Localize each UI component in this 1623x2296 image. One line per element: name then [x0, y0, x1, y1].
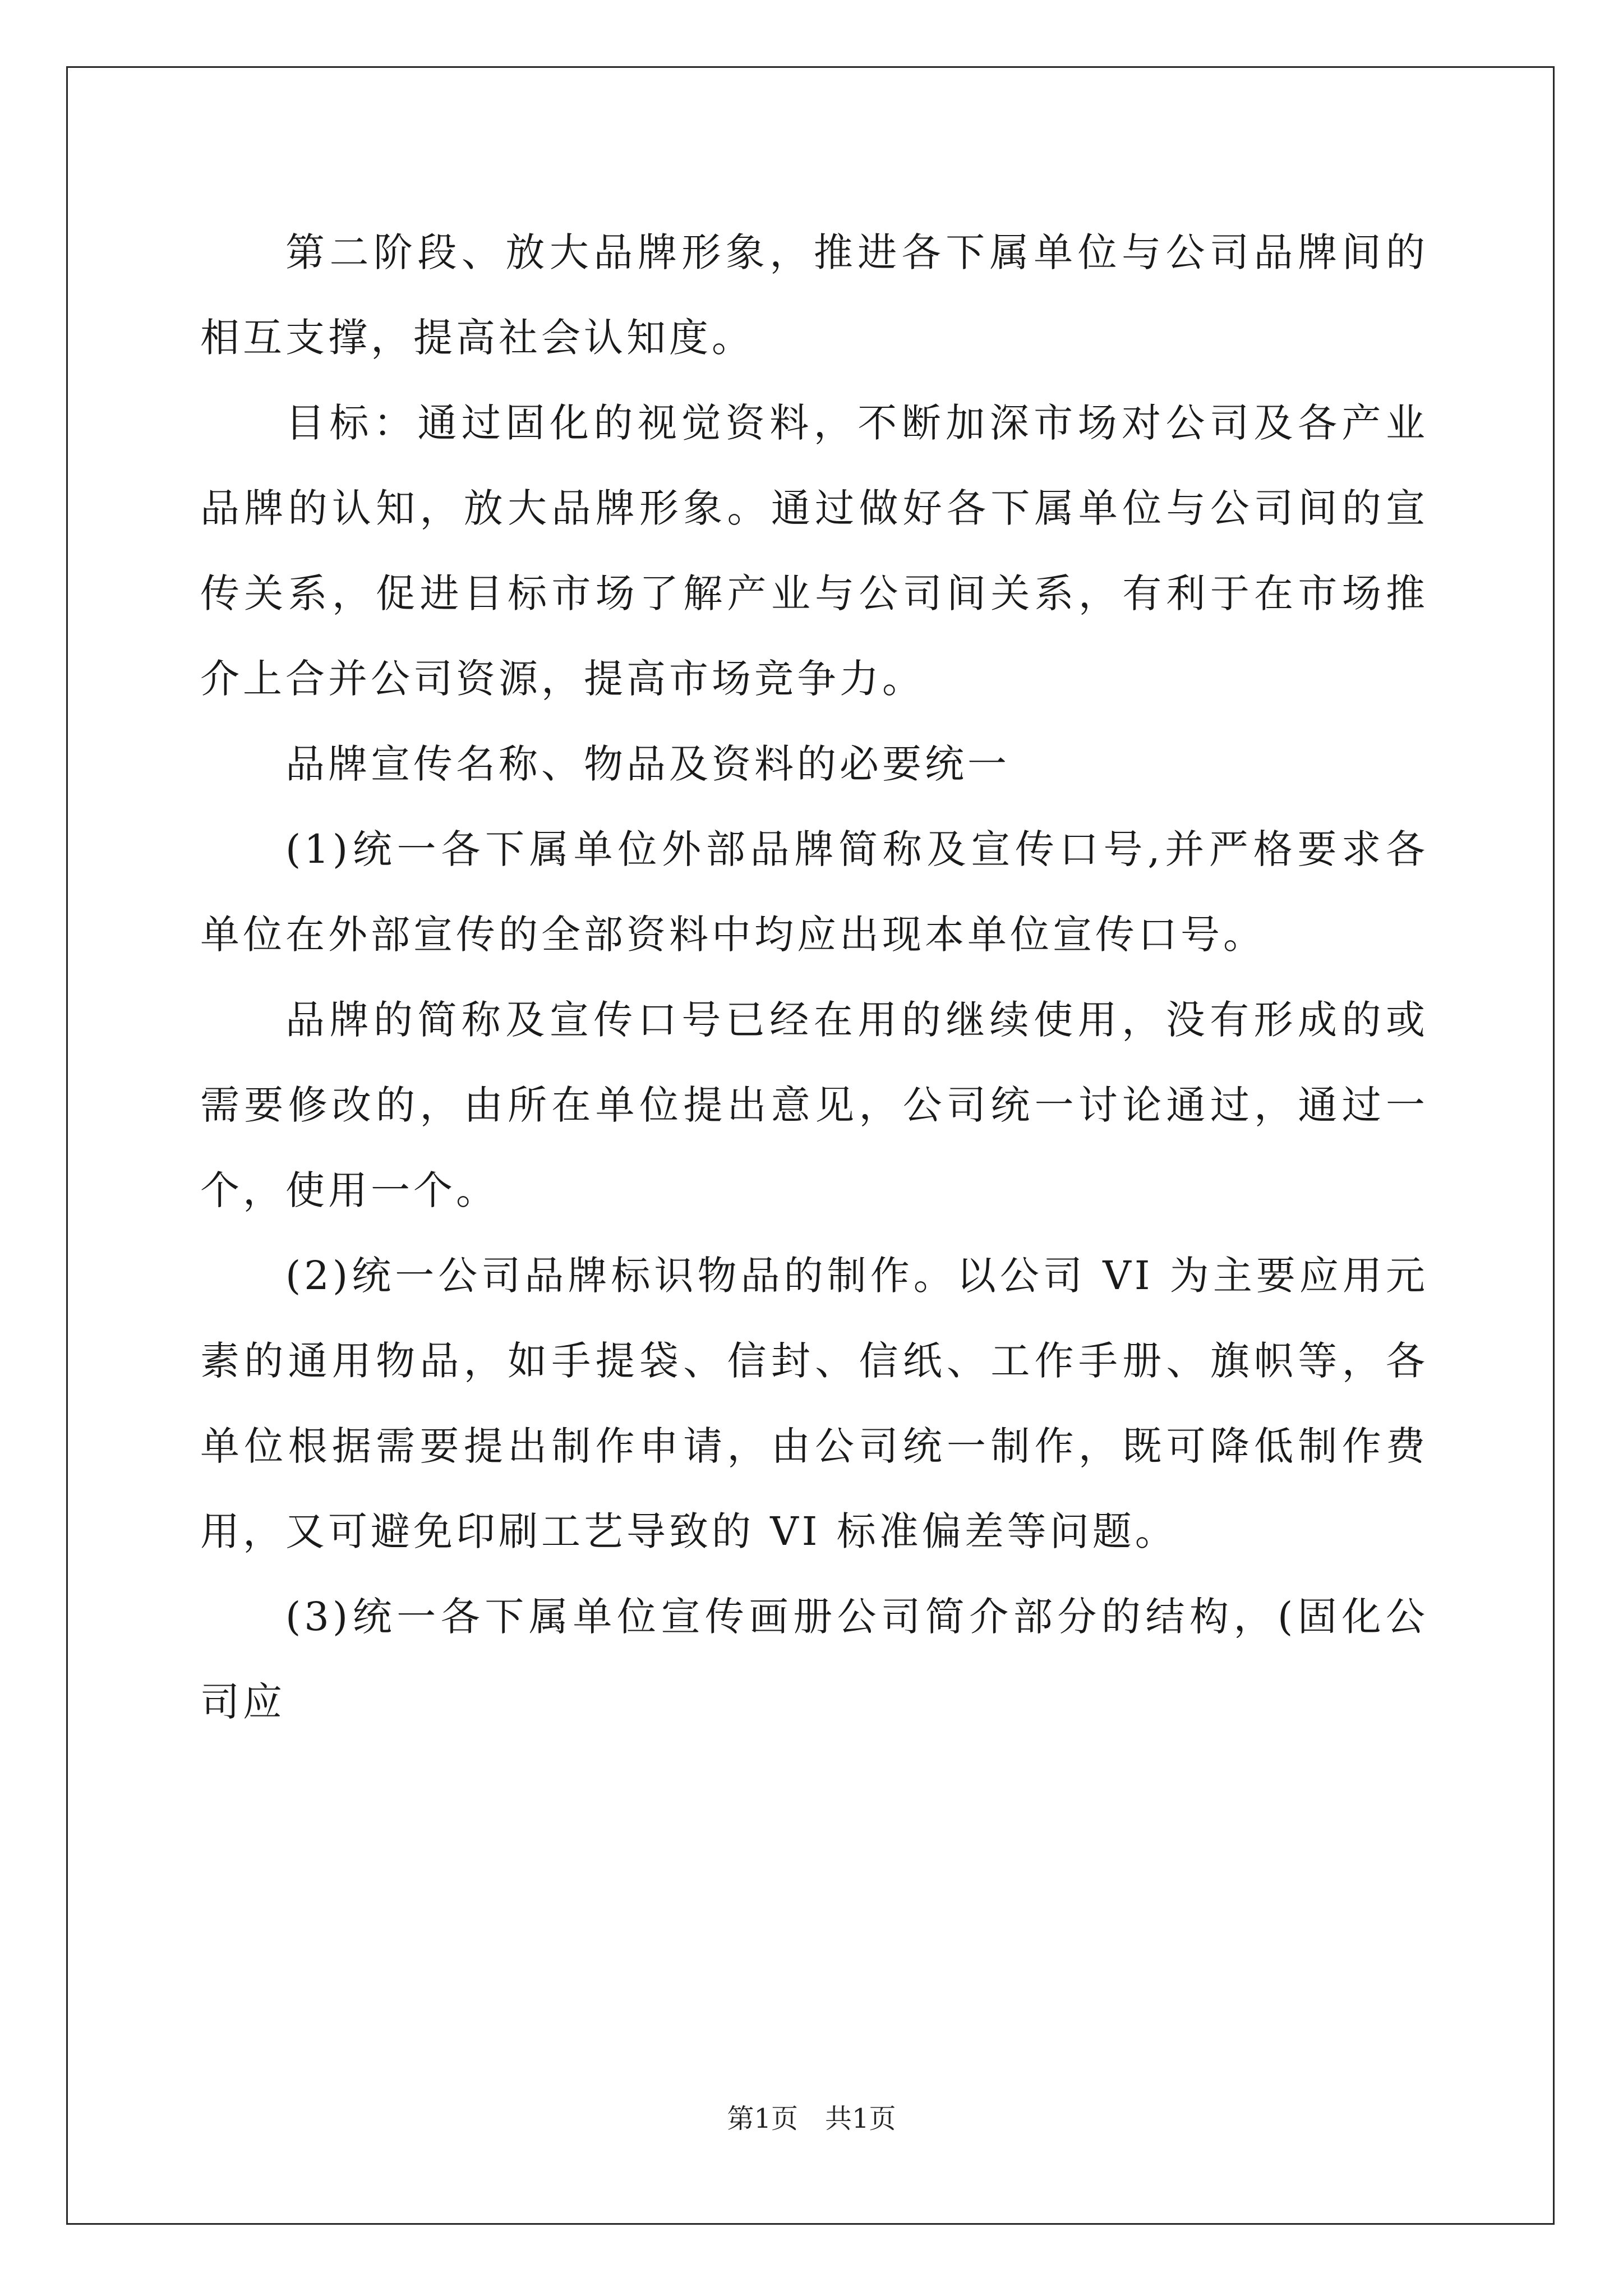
page-number-current: 第1页 [727, 2103, 798, 2134]
page-number-total: 共1页 [825, 2103, 896, 2134]
paragraph: (2)统一公司品牌标识物品的制作。以公司 VI 为主要应用元素的通用物品，如手提袋、信封、信纸、工作手册、旗帜等，各单位根据需要提出制作申请，由公司统一制作，既可降低制作费用，又可避免印刷工艺导致的 VI 标准偏差等问题。 [200, 1253, 1428, 1554]
paragraph: 第二阶段、放大品牌形象，推进各下属单位与公司品牌间的相互支撑，提高社会认知度。 [200, 229, 1428, 361]
paragraph: (3)统一各下属单位宣传画册公司简介部分的结构，(固化公司应 [200, 1594, 1428, 1725]
paragraph: 目标：通过固化的视觉资料，不断加深市场对公司及各产业品牌的认知，放大品牌形象。通过做好各下属单位与公司间的宣传关系，促进目标市场了解产业与公司间关系，有利于在市场推介上合并公司资源，提高市场竞争力。 [200, 400, 1428, 702]
paragraph: 品牌宣传名称、物品及资料的必要统一 [285, 741, 1010, 787]
paragraph: 品牌的简称及宣传口号已经在用的继续使用，没有形成的或需要修改的，由所在单位提出意见，公司统一讨论通过，通过一个，使用一个。 [200, 997, 1428, 1213]
page-footer [0, 2097, 1623, 2136]
paragraph: (1)统一各下属单位外部品牌简称及宣传口号,并严格要求各单位在外部宣传的全部资料中均应出现本单位宣传口号。 [200, 826, 1428, 958]
document-body [200, 210, 1428, 1745]
